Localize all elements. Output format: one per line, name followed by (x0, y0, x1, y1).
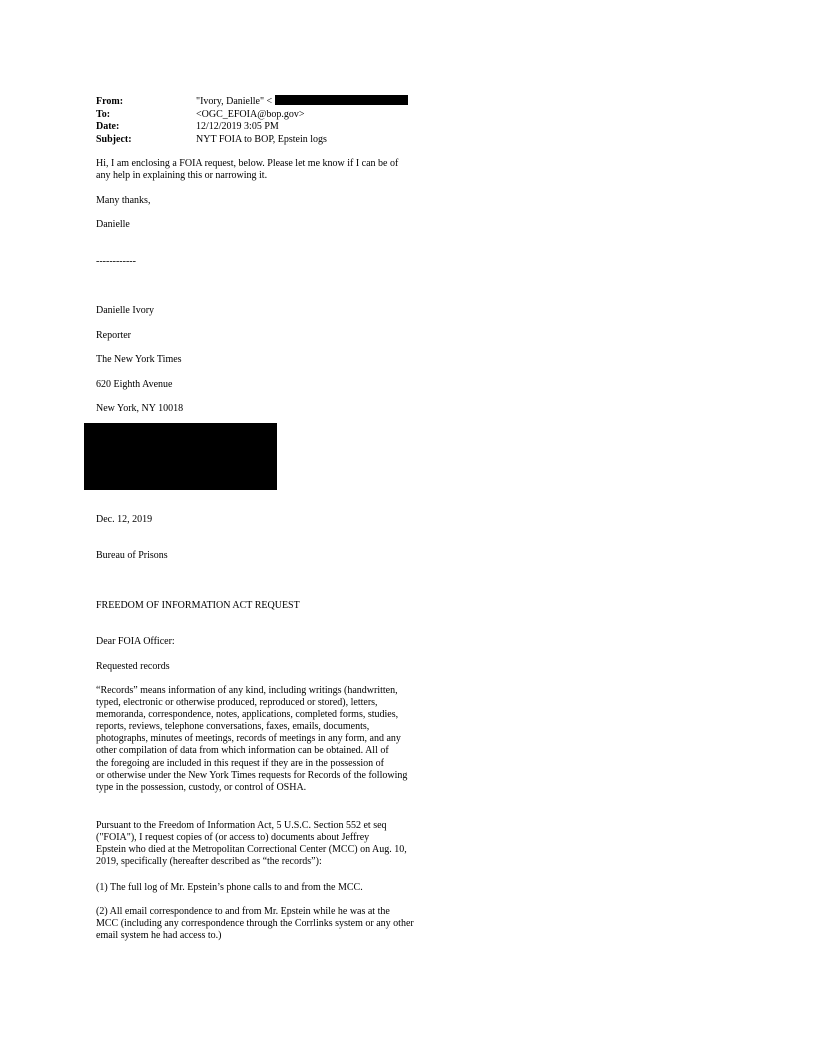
section-title: Requested records (96, 661, 170, 672)
request-item-2 (96, 906, 414, 942)
redaction-block (84, 423, 277, 490)
signature-title: Reporter (96, 330, 131, 341)
request-item-1: (1) The full log of Mr. Epstein’s phone calls to and from the MCC. (96, 882, 363, 893)
date-label: Date: (96, 121, 120, 132)
letter-salutation: Dear FOIA Officer: (96, 636, 175, 647)
records-line: “Records” means information of any kind, including writings (handwritten, (96, 685, 398, 696)
from-value: "Ivory, Danielle" < (196, 96, 273, 107)
signature-city: New York, NY 10018 (96, 403, 184, 414)
intro-paragraph (96, 158, 398, 182)
signature-street: 620 Eighth Avenue (96, 379, 173, 390)
records-line: other compilation of data from which information can be obtained. All of (96, 745, 389, 757)
signature-org: The New York Times (96, 354, 182, 365)
signoff-text: Danielle (96, 219, 130, 230)
records-definition (96, 685, 407, 794)
pursuant-paragraph (96, 820, 407, 868)
letter-date: Dec. 12, 2019 (96, 514, 153, 525)
records-line: photographs, minutes of meetings, records of meetings in any form, and any (96, 733, 401, 745)
records-line: reports, reviews, telephone conversations, faxes, emails, documents, (96, 721, 370, 733)
to-value: <OGC_EFOIA@bop.gov> (196, 109, 305, 120)
separator-line: ------------ (96, 256, 136, 267)
records-line: the foregoing are included in this request if they are in the possession of (96, 757, 384, 769)
subject-value: NYT FOIA to BOP, Epstein logs (196, 134, 327, 145)
thanks-text: Many thanks, (96, 195, 151, 206)
pursuant-line: ("FOIA"), I request copies of (or access to) documents about Jeffrey (96, 832, 370, 844)
records-line: or otherwise under the New York Times requests for Records of the following (96, 769, 408, 781)
records-line: typed, electronic or otherwise produced, reproduced or stored), letters, (96, 697, 378, 709)
signature-name: Danielle Ivory (96, 305, 155, 316)
letter-recipient: Bureau of Prisons (96, 550, 168, 561)
to-label: To: (96, 109, 111, 120)
date-value: 12/12/2019 3:05 PM (196, 121, 279, 132)
redaction-email (275, 95, 408, 105)
item2-line: MCC (including any correspondence through the Corrlinks system or any other (96, 918, 414, 930)
records-line: type in the possession, custody, or control of OSHA. (96, 781, 307, 793)
intro-line: any help in explaining this or narrowing it. (96, 170, 268, 182)
intro-line: Hi, I am enclosing a FOIA request, below. Please let me know if I can be of (96, 158, 399, 169)
records-line: memoranda, correspondence, notes, applications, completed forms, studies, (96, 709, 399, 721)
from-label: From: (96, 96, 124, 107)
letter-heading: FREEDOM OF INFORMATION ACT REQUEST (96, 600, 300, 611)
pursuant-line: 2019, specifically (hereafter described as “the records”): (96, 856, 322, 868)
item2-line: email system he had access to.) (96, 930, 222, 942)
pursuant-line: Epstein who died at the Metropolitan Correctional Center (MCC) on Aug. 10, (96, 844, 407, 856)
item2-line: (2) All email correspondence to and from Mr. Epstein while he was at the (96, 906, 390, 917)
pursuant-line: Pursuant to the Freedom of Information Act, 5 U.S.C. Section 552 et seq (96, 820, 387, 831)
subject-label: Subject: (96, 134, 132, 145)
